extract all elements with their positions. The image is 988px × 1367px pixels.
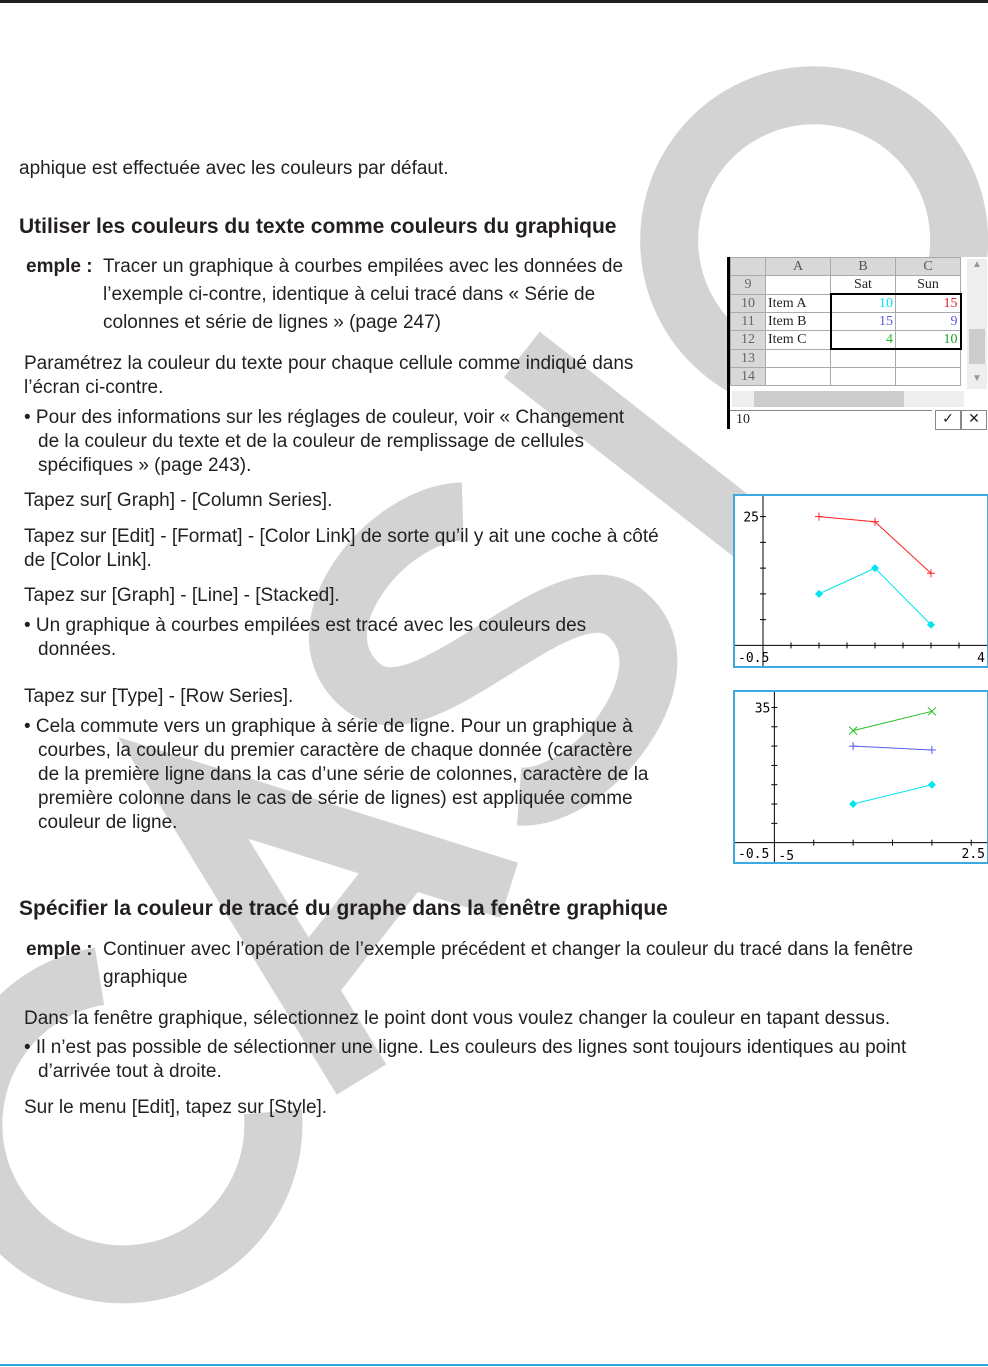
bullet-text: • Un graphique à courbes empilées est tracé avec les couleurs des: [24, 615, 587, 636]
step-text: Tapez sur [Edit] - [Format] - [Color Link] de sorte qu’il y ait une coche à côté: [24, 526, 659, 547]
confirm-check-icon[interactable]: ✓: [935, 410, 961, 430]
bullet-text: spécifiques » (page 243).: [38, 455, 252, 476]
bullet-text: première colonne dans le cas de série de lignes) est appliquée comme: [38, 788, 633, 809]
data-point: [815, 513, 823, 521]
data-point: [928, 781, 936, 789]
cell-b[interactable]: 10: [831, 294, 896, 313]
cell-c[interactable]: 15: [896, 294, 961, 313]
x-max-label: 4: [977, 651, 985, 666]
bullet-text: • Cela commute vers un graphique à série de ligne. Pour un graphique à: [24, 716, 633, 737]
cell-a[interactable]: Item B: [766, 313, 831, 331]
bullet-text: d’arrivée tout à droite.: [38, 1061, 222, 1082]
edit-box[interactable]: 10: [730, 410, 932, 429]
row-header[interactable]: 12: [731, 331, 766, 350]
section1-heading: Utiliser les couleurs du texte comme couleurs du graphique: [19, 215, 617, 238]
step-text: Dans la fenêtre graphique, sélectionnez le point dont vous voulez changer la couleur en tapant dessus.: [24, 1008, 891, 1029]
bullet-text: couleur de ligne.: [38, 812, 178, 833]
bullet-text: données.: [38, 639, 117, 660]
column-header[interactable]: B: [831, 258, 896, 276]
bullet-text: • Pour des informations sur les réglages de couleur, voir « Changement: [24, 407, 625, 428]
example-line: l’exemple ci-contre, identique à celui tracé dans « Série de: [103, 284, 596, 305]
column-header[interactable]: C: [896, 258, 961, 276]
graph-svg: [735, 692, 987, 862]
example-label: emple :: [26, 939, 93, 960]
column-header[interactable]: A: [766, 258, 831, 276]
data-point: [815, 590, 823, 598]
sheet-row: [731, 349, 961, 368]
row-series-graph: [733, 690, 988, 864]
cell-b[interactable]: [831, 368, 896, 386]
cell-c[interactable]: [896, 349, 961, 368]
row-header[interactable]: 13: [731, 349, 766, 368]
example-line: Tracer un graphique à courbes empilées avec les données de: [103, 256, 624, 277]
corner-cell: [731, 258, 766, 276]
step-text: l’écran ci-contre.: [24, 377, 164, 398]
cell-b[interactable]: Sat: [831, 276, 896, 295]
example-line: colonnes et série de lignes » (page 247): [103, 312, 442, 333]
bullet-text: de la première ligne dans la cas d’une série de colonnes, caractère de la: [38, 764, 649, 785]
cell-b[interactable]: [831, 349, 896, 368]
cell-b[interactable]: 4: [831, 331, 896, 350]
cancel-x-icon[interactable]: ✕: [961, 410, 987, 430]
vertical-scrollbar[interactable]: [967, 259, 987, 389]
step-text: Tapez sur[ Graph] - [Column Series].: [24, 490, 333, 511]
sheet-row: [731, 331, 961, 350]
spreadsheet-grid: [730, 257, 962, 386]
example-label: emple :: [26, 256, 93, 277]
scroll-thumb[interactable]: [969, 329, 985, 364]
row-header[interactable]: 11: [731, 313, 766, 331]
cell-c[interactable]: 10: [896, 331, 961, 350]
step-text: Paramétrez la couleur du texte pour chaque cellule comme indiqué dans: [24, 353, 634, 374]
bullet-text: de la couleur du texte et de la couleur de remplissage de cellules: [38, 431, 585, 452]
scroll-down-icon[interactable]: ▼: [972, 373, 982, 384]
bottom-rule: [0, 1364, 988, 1366]
scroll-up-icon[interactable]: ▲: [972, 259, 982, 270]
data-point: [849, 800, 857, 808]
cell-a[interactable]: Item C: [766, 331, 831, 350]
sheet-row: [731, 276, 961, 295]
step-text: Tapez sur [Type] - [Row Series].: [24, 686, 294, 707]
example-line: graphique: [103, 967, 188, 988]
top-rule: [0, 0, 988, 3]
sheet-row: [731, 313, 961, 331]
data-point: [928, 707, 936, 715]
cell-c[interactable]: 9: [896, 313, 961, 331]
cell-a[interactable]: Item A: [766, 294, 831, 313]
cell-a[interactable]: [766, 349, 831, 368]
x-min-label: -0.5: [738, 651, 770, 666]
graph-svg: [735, 496, 987, 666]
spreadsheet-screen: [727, 257, 988, 429]
row-header[interactable]: 14: [731, 368, 766, 386]
series-line: [819, 568, 931, 625]
row-header[interactable]: 9: [731, 276, 766, 295]
bullet-text: • Il n’est pas possible de sélectionner une ligne. Les couleurs des lignes sont toujours identiques au point: [24, 1037, 907, 1058]
example-line: Continuer avec l’opération de l’exemple précédent et changer la couleur du tracé dans la fenêtre: [103, 939, 914, 960]
data-point: [928, 746, 936, 754]
data-point: [849, 727, 857, 735]
y-max-label: 35: [754, 701, 771, 717]
cell-c[interactable]: [896, 368, 961, 386]
sheet-row: [731, 368, 961, 386]
column-series-graph: [733, 494, 988, 668]
sheet-row: [731, 294, 961, 313]
scroll-thumb[interactable]: [754, 391, 904, 407]
cell-c[interactable]: Sun: [896, 276, 961, 295]
series-line: [853, 711, 932, 730]
intro-text: aphique est effectuée avec les couleurs par défaut.: [19, 158, 449, 179]
series-line: [853, 785, 932, 804]
series-line: [853, 746, 932, 750]
step-text: Sur le menu [Edit], tapez sur [Style].: [24, 1097, 328, 1118]
x-min-label: -0.5: [738, 847, 770, 862]
cell-b[interactable]: 15: [831, 313, 896, 331]
data-point: [849, 742, 857, 750]
horizontal-scrollbar[interactable]: [732, 391, 964, 407]
step-text: Tapez sur [Graph] - [Line] - [Stacked].: [24, 585, 340, 606]
y-min-label: -5: [778, 849, 795, 862]
cell-a[interactable]: [766, 368, 831, 386]
step-text: de [Color Link].: [24, 550, 152, 571]
y-max-label: 25: [743, 510, 759, 526]
bullet-text: courbes, la couleur du premier caractère de chaque donnée (caractère: [38, 740, 633, 761]
row-header[interactable]: 10: [731, 294, 766, 313]
cell-a[interactable]: [766, 276, 831, 295]
section2-heading: Spécifier la couleur de tracé du graphe dans la fenêtre graphique: [19, 897, 668, 920]
x-max-label: 2.5: [961, 847, 985, 862]
